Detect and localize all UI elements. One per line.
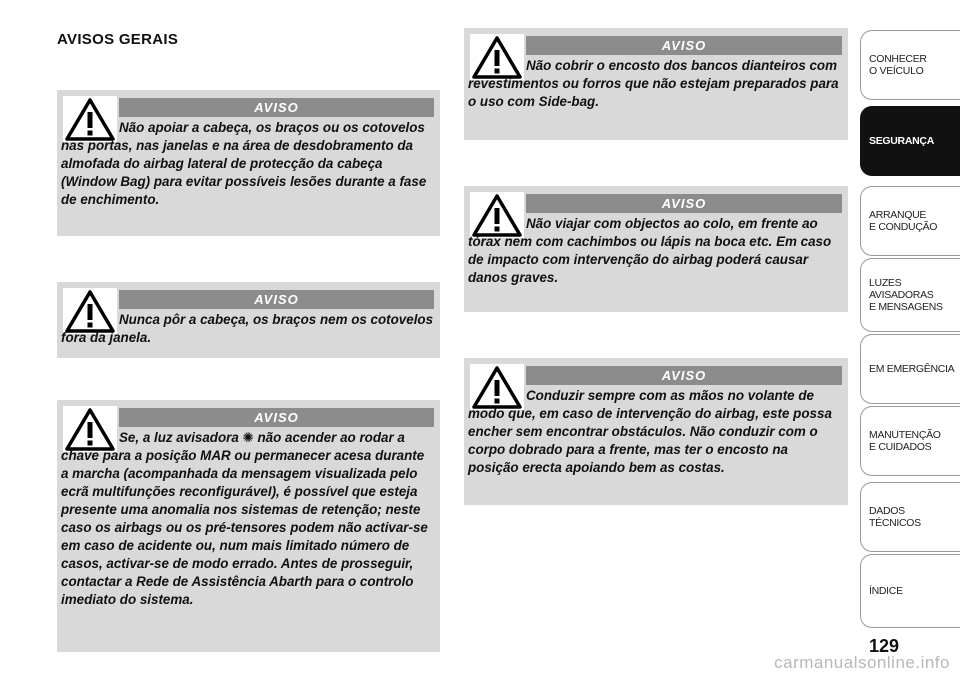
warning-text: Não viajar com objectos ao colo, em frente ao tórax nem com cachimbos ou lápis na boca etc. Em caso de impacto com intervenção do airbag poderá causar danos graves. (468, 216, 832, 285)
warning-box (57, 282, 440, 358)
tab-arranque-e-conducao[interactable]: ARRANQUE E CONDUÇÃO (860, 186, 960, 256)
tab-seguranca[interactable]: SEGURANÇA (860, 106, 960, 176)
warning-box (57, 400, 440, 652)
warning-box (464, 358, 848, 505)
warning-label: AVISO (526, 366, 842, 385)
tab-conhecer-o-veiculo[interactable]: CONHECER O VEÍCULO (860, 30, 960, 100)
warning-box (464, 186, 848, 312)
warning-box (57, 90, 440, 236)
watermark: carmanualsonline.info (774, 653, 950, 672)
warning-box (464, 28, 848, 140)
warning-text: Conduzir sempre com as mãos no volante de modo que, em caso de intervenção do airbag, este possa encher sem encontrar obstáculos. Não conduzir com o corpo dobrado para a frente, mas ter o encosto na posição erecta apoiando bem as costas. (468, 388, 832, 475)
warning-text: Não cobrir o encosto dos bancos dianteiros com revestimentos ou forros que não estejam preparados para o uso com Side-bag. (468, 58, 839, 109)
warning-label: AVISO (119, 290, 434, 309)
warning-label: AVISO (526, 36, 842, 55)
page-number: 129 (869, 636, 900, 656)
warning-label: AVISO (119, 98, 434, 117)
tab-indice[interactable]: ÍNDICE (860, 554, 960, 628)
tab-em-emergencia[interactable]: EM EMERGÊNCIA (860, 334, 960, 404)
tab-dados-tecnicos[interactable]: DADOS TÉCNICOS (860, 482, 960, 552)
tab-luzes-avisadoras[interactable]: LUZES AVISADORAS E MENSAGENS (860, 258, 960, 332)
section-title: AVISOS GERAIS (57, 31, 179, 48)
warning-text: Nunca pôr a cabeça, os braços nem os cotovelos fora da janela. (61, 312, 434, 345)
warning-label: AVISO (119, 408, 434, 427)
tab-manutencao-e-cuidados[interactable]: MANUTENÇÃO E CUIDADOS (860, 406, 960, 476)
warning-text: Não apoiar a cabeça, os braços ou os cotovelos nas portas, nas janelas e na área de desdobramento da almofada do airbag lateral de protecção da cabeça (Window Bag) para evitar possíveis lesões durante a fase de enchimento. (61, 120, 427, 207)
warning-text: Se, a luz avisadora ✺ não acender ao rodar a chave para a posição MAR ou permanecer acesa durante a marcha (acompanhada da mensagem visualizada pelo ecrã multifunções reconfiguráveI), é possível que esteja presente uma anomalia nos sistemas de retenção; neste caso os airbags ou os pré-tensores podem não activar-se em caso de acidente ou, num mais limitado número de casos, activar-se de modo errado. Antes de prosseguir, contactar a Rede de Assistência Abarth para o controlo imediato do sistema. (61, 430, 428, 607)
warning-label: AVISO (526, 194, 842, 213)
